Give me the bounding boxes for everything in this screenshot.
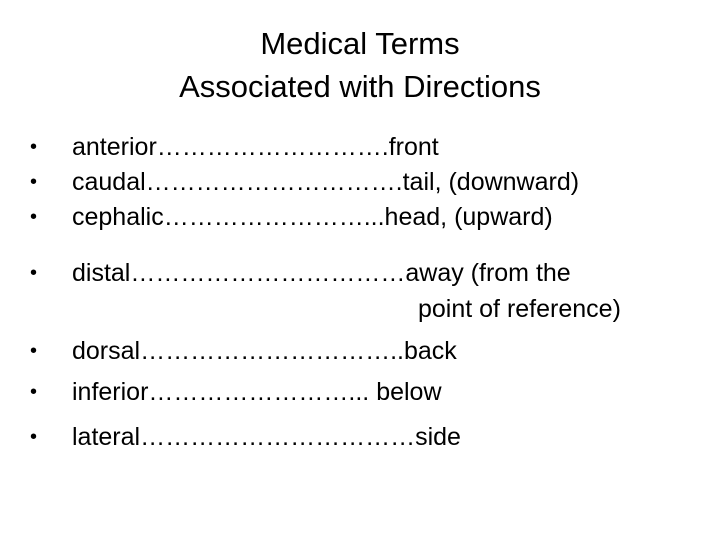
- list-item-text: lateral……………………………side: [72, 423, 461, 451]
- list-item-text: inferior……………………... below: [72, 378, 442, 406]
- title-line-1: Medical Terms: [260, 26, 460, 61]
- list-item: [0, 130, 720, 164]
- bullet-icon: •: [30, 340, 38, 362]
- list-item-text: distal……………………………away (from the: [72, 259, 571, 287]
- list-item: [0, 200, 720, 234]
- bullet-icon: •: [30, 381, 38, 403]
- bullet-icon: •: [30, 426, 38, 448]
- bullet-icon: •: [30, 171, 38, 193]
- list-item-text: dorsal…………………………..back: [72, 337, 457, 365]
- list-item: [0, 420, 720, 454]
- list-item: [0, 334, 720, 368]
- list-item-text: cephalic……………………...head, (upward): [72, 203, 553, 231]
- list-item: [0, 375, 720, 409]
- title-line-2: Associated with Directions: [179, 69, 541, 104]
- bullet-icon: •: [30, 136, 38, 158]
- bullet-icon: •: [30, 262, 38, 284]
- list-item-text: caudal………………………….tail, (downward): [72, 168, 580, 196]
- list-item-continuation: [0, 292, 720, 326]
- list-item-continuation-text: point of reference): [418, 295, 621, 323]
- list-item: [0, 256, 720, 290]
- bullet-icon: •: [30, 206, 38, 228]
- list-item-text: anterior……………………….front: [72, 133, 439, 161]
- list-item: [0, 165, 720, 199]
